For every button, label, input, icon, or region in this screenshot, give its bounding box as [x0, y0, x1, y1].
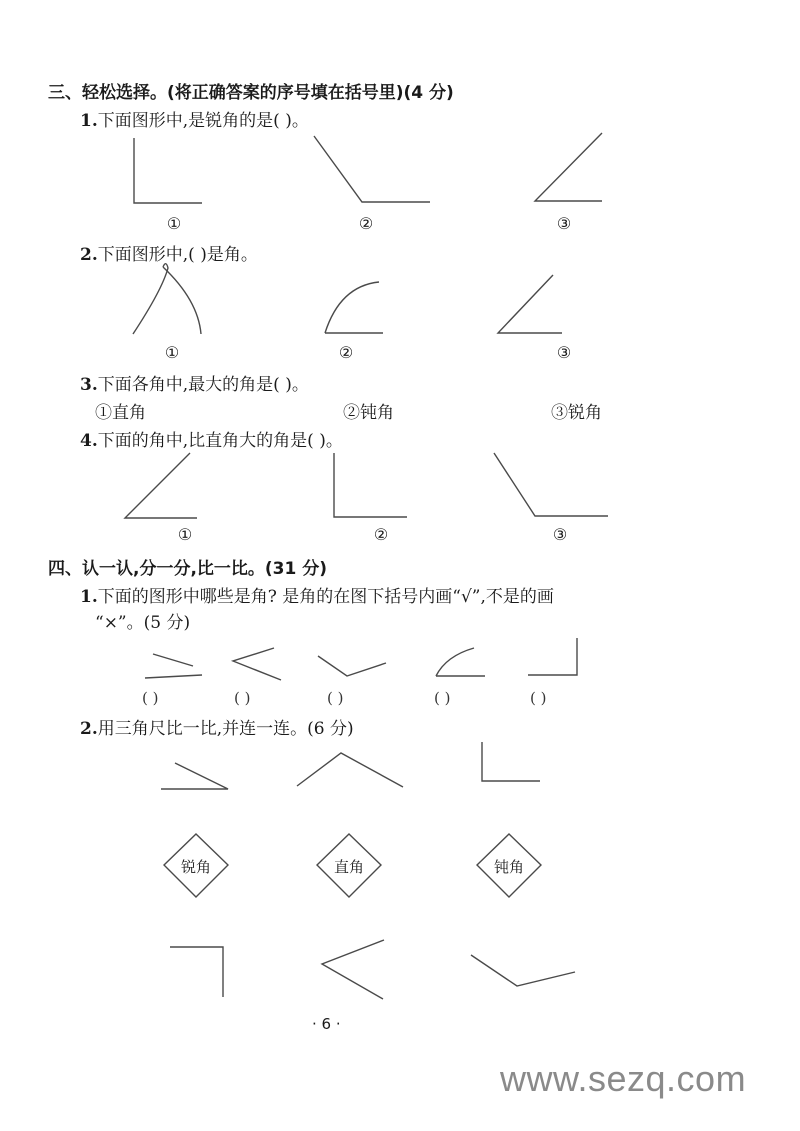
- option-label-2: ②: [373, 525, 389, 544]
- question-number: 1.: [80, 587, 98, 607]
- answer-bracket-4[interactable]: ( ): [434, 689, 451, 707]
- right-angle-figure: [170, 947, 223, 997]
- page-number: · 6 ·: [312, 1015, 341, 1033]
- answer-bracket-5[interactable]: ( ): [530, 689, 547, 707]
- section-4-title: 四、认一认,分一分,比一比。(31 分): [48, 559, 328, 579]
- answer-bracket-2[interactable]: ( ): [234, 689, 251, 707]
- obtuse-angle-figure: [297, 753, 403, 787]
- label-right-angle: 直角: [333, 858, 364, 876]
- option-label-3: ③: [556, 214, 572, 233]
- label-obtuse-angle: 钝角: [493, 858, 524, 876]
- option-right-angle: ①直角: [95, 403, 146, 423]
- answer-bracket-1[interactable]: ( ): [142, 689, 159, 707]
- right-angle-figure: [482, 742, 540, 781]
- option-label-1: ①: [177, 525, 193, 544]
- option-label-3: ③: [552, 525, 568, 544]
- label-acute-angle: 锐角: [180, 858, 211, 876]
- option-label-2: ②: [358, 214, 374, 233]
- option-label-1: ①: [166, 214, 182, 233]
- question-text: 用三角尺比一比,并连一连。(6 分): [97, 719, 354, 739]
- question-text: 下面的角中,比直角大的角是( )。: [97, 431, 343, 451]
- question-number: 2.: [80, 719, 98, 739]
- answer-bracket-3[interactable]: ( ): [327, 689, 344, 707]
- question-text: 下面图形中,是锐角的是( )。: [97, 111, 309, 131]
- question-number: 2.: [80, 245, 98, 265]
- question-text: 下面图形中,( )是角。: [97, 245, 258, 265]
- option-label-1: ①: [164, 343, 180, 362]
- obtuse-angle-figure: [471, 955, 575, 986]
- option-obtuse-angle: ②钝角: [343, 403, 394, 423]
- question-number: 4.: [80, 431, 98, 451]
- question-number: 3.: [80, 375, 98, 395]
- acute-angle-figure: [322, 940, 384, 999]
- acute-angle-figure: [161, 763, 228, 789]
- question-text: 下面各角中,最大的角是( )。: [97, 375, 309, 395]
- question-number: 1.: [80, 111, 98, 131]
- watermark: www.sezq.com: [500, 1058, 747, 1099]
- question-4-1-line2: “×”。(5 分): [95, 613, 191, 633]
- option-label-3: ③: [556, 343, 572, 362]
- section-3-title: 三、轻松选择。(将正确答案的序号填在括号里)(4 分): [48, 83, 454, 103]
- option-acute-angle: ③锐角: [551, 403, 602, 423]
- option-label-2: ②: [338, 343, 354, 362]
- question-text: 下面的图形中哪些是角? 是角的在图下括号内画“√”,不是的画: [97, 587, 554, 607]
